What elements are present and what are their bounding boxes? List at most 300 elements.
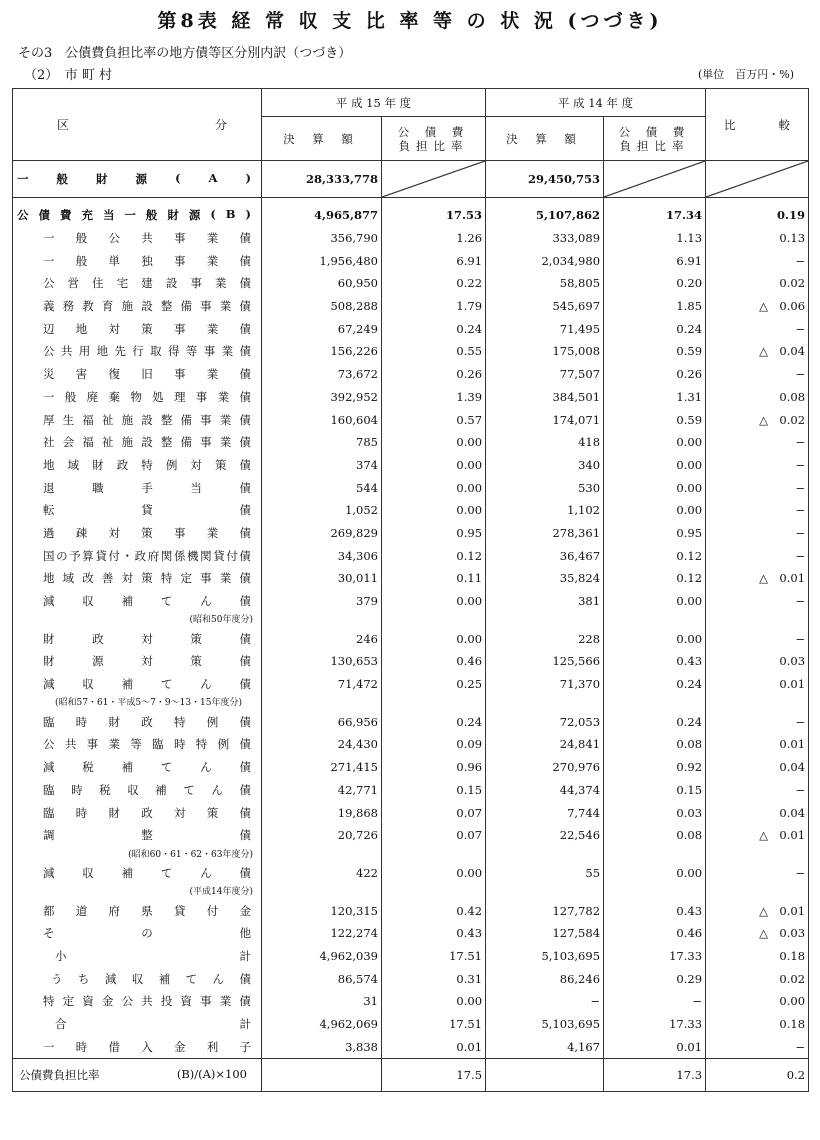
row-value-a: 120,315 — [262, 899, 382, 922]
row-value-a: 422 — [262, 862, 382, 885]
row-value-c: 278,361 — [486, 522, 604, 545]
row-value-a: 67,249 — [262, 317, 382, 340]
row-value-e: − — [706, 590, 809, 613]
row-value-b: 17.51 — [382, 1013, 486, 1036]
row-value-a: 42,771 — [262, 779, 382, 802]
row-value-b: 1.26 — [382, 227, 486, 250]
table-row — [13, 779, 809, 802]
row-value-d: 0.03 — [604, 801, 706, 824]
footer-label: 公債費負担比率 — [19, 1068, 100, 1083]
row-label-cell — [13, 779, 262, 802]
row-value-d: 0.92 — [604, 756, 706, 779]
table-row — [13, 340, 809, 363]
row-value-b: 0.00 — [382, 476, 486, 499]
row-value-b: 0.00 — [382, 990, 486, 1013]
row-value-b: 0.31 — [382, 967, 486, 990]
row-value-e: − — [706, 249, 809, 272]
row-value-d: 0.01 — [604, 1035, 706, 1058]
table-row — [13, 899, 809, 922]
row-value-a: 379 — [262, 590, 382, 613]
row-label: 転 貸 債 — [43, 503, 251, 518]
row-value-e: △ 0.01 — [706, 567, 809, 590]
row-value-c: 127,782 — [486, 899, 604, 922]
row-value-c: 71,370 — [486, 673, 604, 696]
row-label-cell — [13, 408, 262, 431]
row-value-c: 125,566 — [486, 650, 604, 673]
subsection-title: （2） 市 町 村 — [24, 68, 113, 83]
row-value-e: − — [706, 522, 809, 545]
row-value-a: 508,288 — [262, 295, 382, 318]
row-label: 臨 時 財 政 特 例 債 — [43, 714, 251, 729]
row-label-cell — [13, 673, 262, 696]
row-value-c: 270,976 — [486, 756, 604, 779]
table-row — [13, 1035, 809, 1058]
row-value-e: 0.01 — [706, 733, 809, 756]
row-label-cell — [13, 1013, 262, 1036]
row-label: 一 般 廃 棄 物 処 理 事 業 債 — [43, 389, 251, 404]
row-value-a: 160,604 — [262, 408, 382, 431]
row-value-d: 0.24 — [604, 317, 706, 340]
table-row — [13, 386, 809, 409]
row-label: 臨 時 財 政 対 策 債 — [43, 805, 251, 820]
row-value-e: 0.00 — [706, 990, 809, 1013]
row-value-e: 0.19 — [706, 204, 809, 227]
row-value-b: 0.07 — [382, 801, 486, 824]
row-value-c: 530 — [486, 476, 604, 499]
general-revenue-14: 29,450,753 — [486, 161, 604, 198]
row-value-b: 0.01 — [382, 1035, 486, 1058]
row-label-cell — [13, 756, 262, 779]
row-value-e: − — [706, 499, 809, 522]
footer-formula: (B)/(A)×100 — [176, 1067, 247, 1082]
row-value-c: 7,744 — [486, 801, 604, 824]
row-value-a: 4,962,039 — [262, 945, 382, 968]
row-note: (昭和50年度分) — [13, 612, 262, 627]
row-label-cell — [13, 227, 262, 250]
row-value-a: 156,226 — [262, 340, 382, 363]
row-label-cell — [13, 272, 262, 295]
row-value-a: 24,430 — [262, 733, 382, 756]
table-row — [13, 249, 809, 272]
row-label-cell — [13, 1035, 262, 1058]
row-label: 公 債 費 充 当 一 般 財 源 ( B ) — [17, 207, 251, 223]
empty-cell — [706, 884, 809, 899]
row-value-d: 0.08 — [604, 824, 706, 847]
table-row — [13, 567, 809, 590]
row-value-e: 0.13 — [706, 227, 809, 250]
note-row — [13, 612, 809, 627]
empty-cell — [706, 847, 809, 862]
header-hikaku-1: 比 — [724, 117, 736, 132]
row-value-c: 418 — [486, 431, 604, 454]
empty-cell — [486, 884, 604, 899]
row-value-d: 0.29 — [604, 967, 706, 990]
row-value-a: 20,726 — [262, 824, 382, 847]
row-note: (昭和57・61・平成5～7・9～13・15年度分) — [13, 695, 262, 710]
row-value-c: 4,167 — [486, 1035, 604, 1058]
empty-cell — [262, 612, 382, 627]
general-revenue-label — [13, 161, 262, 198]
row-value-d: − — [604, 990, 706, 1013]
row-label-cell — [13, 363, 262, 386]
row-value-d: 0.59 — [604, 408, 706, 431]
row-value-a: 34,306 — [262, 544, 382, 567]
row-value-c: 384,501 — [486, 386, 604, 409]
row-value-d: 0.00 — [604, 862, 706, 885]
row-value-b: 0.15 — [382, 779, 486, 802]
row-label: 退 職 手 当 債 — [43, 480, 251, 495]
row-label-cell — [13, 544, 262, 567]
row-note: (昭和60・61・62・63年度分) — [13, 847, 262, 862]
table-row — [13, 408, 809, 431]
row-value-c: 1,102 — [486, 499, 604, 522]
diagonal-cell — [382, 161, 486, 198]
row-label: 財 政 対 策 債 — [43, 631, 251, 646]
row-value-e: − — [706, 454, 809, 477]
row-value-c: − — [486, 990, 604, 1013]
row-value-e: − — [706, 476, 809, 499]
row-value-b: 0.09 — [382, 733, 486, 756]
row-value-c: 22,546 — [486, 824, 604, 847]
empty-cell — [262, 847, 382, 862]
row-value-c: 127,584 — [486, 922, 604, 945]
empty-cell — [486, 847, 604, 862]
row-value-c: 58,805 — [486, 272, 604, 295]
row-label-cell — [13, 945, 262, 968]
row-label: 調 整 債 — [43, 828, 251, 843]
table-row — [13, 272, 809, 295]
row-label: 合 計 — [55, 1017, 251, 1032]
row-value-b: 0.46 — [382, 650, 486, 673]
table-row — [13, 801, 809, 824]
row-value-a: 31 — [262, 990, 382, 1013]
row-value-e: △ 0.02 — [706, 408, 809, 431]
row-value-d: 0.20 — [604, 272, 706, 295]
row-note: (平成14年度分) — [13, 884, 262, 899]
row-value-d: 0.00 — [604, 627, 706, 650]
row-value-b: 0.26 — [382, 363, 486, 386]
table-row — [13, 733, 809, 756]
empty-cell — [706, 695, 809, 710]
header-ratio-15-top: 公 債 費 — [397, 124, 470, 139]
row-value-b: 0.11 — [382, 567, 486, 590]
row-value-b: 0.00 — [382, 627, 486, 650]
row-value-b: 1.39 — [382, 386, 486, 409]
table-row — [13, 862, 809, 885]
row-value-e: 0.01 — [706, 673, 809, 696]
footer-ratio-14: 17.3 — [604, 1059, 706, 1092]
row-label: 都 道 府 県 貸 付 金 — [43, 903, 251, 918]
empty-cell — [604, 847, 706, 862]
row-value-d: 0.46 — [604, 922, 706, 945]
header-kessan-15-label: 決 算 額 — [283, 131, 360, 146]
row-label-cell — [13, 204, 262, 227]
row-label-cell — [13, 801, 262, 824]
row-label-cell — [13, 386, 262, 409]
row-value-b: 0.55 — [382, 340, 486, 363]
header-kessan-14-label: 決 算 額 — [506, 131, 583, 146]
row-value-d: 0.12 — [604, 544, 706, 567]
row-label: 過 疎 対 策 事 業 債 — [43, 525, 251, 540]
row-value-d: 0.00 — [604, 590, 706, 613]
row-value-e: 0.02 — [706, 967, 809, 990]
row-value-e: △ 0.06 — [706, 295, 809, 318]
row-value-b: 0.00 — [382, 454, 486, 477]
row-label-cell — [13, 733, 262, 756]
table-row — [13, 1013, 809, 1036]
row-label: 公 共 用 地 先 行 取 得 等 事 業 債 — [43, 344, 251, 359]
general-revenue-15: 28,333,778 — [262, 161, 382, 198]
row-value-b: 0.43 — [382, 922, 486, 945]
header-comparison — [706, 89, 809, 161]
row-label: 一 般 公 共 事 業 債 — [43, 231, 251, 246]
row-value-b: 0.96 — [382, 756, 486, 779]
general-revenue-text: 一 般 財 源 ( A ) — [17, 171, 251, 186]
row-value-e: − — [706, 317, 809, 340]
row-label-cell — [13, 454, 262, 477]
row-value-b: 0.00 — [382, 499, 486, 522]
header-ku: 区 — [57, 118, 70, 132]
row-value-b: 1.79 — [382, 295, 486, 318]
row-value-b: 0.24 — [382, 710, 486, 733]
ratio-table — [12, 88, 809, 1092]
row-label-cell — [13, 295, 262, 318]
row-value-e: 0.18 — [706, 1013, 809, 1036]
row-label: 社 会 福 祉 施 設 整 備 事 業 債 — [43, 435, 251, 450]
row-value-a: 544 — [262, 476, 382, 499]
table-row — [13, 673, 809, 696]
row-value-b: 0.12 — [382, 544, 486, 567]
row-label: 特 定 資 金 公 共 投 資 事 業 債 — [43, 994, 251, 1009]
row-value-c: 175,008 — [486, 340, 604, 363]
row-label: 地 域 財 政 特 例 対 策 債 — [43, 457, 251, 472]
footer-row — [13, 1059, 809, 1092]
row-value-e: 0.18 — [706, 945, 809, 968]
row-value-d: 1.13 — [604, 227, 706, 250]
row-label-cell — [13, 650, 262, 673]
table-row — [13, 990, 809, 1013]
row-value-c: 44,374 — [486, 779, 604, 802]
row-label: 減 収 補 て ん 債 — [43, 594, 251, 609]
header-year-14: 平 成 14 年 度 — [486, 89, 706, 117]
empty-cell — [604, 695, 706, 710]
row-value-c: 71,495 — [486, 317, 604, 340]
row-value-e: 0.03 — [706, 650, 809, 673]
row-value-c: 381 — [486, 590, 604, 613]
empty-cell — [382, 612, 486, 627]
row-value-e: 0.02 — [706, 272, 809, 295]
empty-cell — [486, 612, 604, 627]
row-value-a: 71,472 — [262, 673, 382, 696]
table-row — [13, 824, 809, 847]
row-value-a: 271,415 — [262, 756, 382, 779]
footer-label-cell — [13, 1059, 262, 1092]
row-value-e: − — [706, 627, 809, 650]
header-ratio-14-top: 公 債 費 — [618, 124, 691, 139]
row-value-b: 0.24 — [382, 317, 486, 340]
row-label-cell — [13, 824, 262, 847]
row-value-c: 36,467 — [486, 544, 604, 567]
row-value-b: 0.42 — [382, 899, 486, 922]
row-value-c: 86,246 — [486, 967, 604, 990]
row-value-b: 0.22 — [382, 272, 486, 295]
row-value-e: △ 0.01 — [706, 824, 809, 847]
row-value-a: 246 — [262, 627, 382, 650]
row-value-c: 72,053 — [486, 710, 604, 733]
row-value-d: 1.85 — [604, 295, 706, 318]
table-row — [13, 710, 809, 733]
row-value-a: 785 — [262, 431, 382, 454]
row-label-cell — [13, 627, 262, 650]
row-label-cell — [13, 567, 262, 590]
table-row — [13, 544, 809, 567]
row-value-e: − — [706, 431, 809, 454]
row-label-cell — [13, 499, 262, 522]
header-ratio-14 — [604, 117, 706, 161]
section-title: その3 公債費負担比率の地方債等区分別内訳（つづき） — [18, 46, 352, 61]
empty-cell — [706, 612, 809, 627]
table-row — [13, 945, 809, 968]
empty-cell — [604, 884, 706, 899]
row-value-d: 0.12 — [604, 567, 706, 590]
row-label: 一 時 借 入 金 利 子 — [43, 1039, 251, 1054]
row-label-cell — [13, 590, 262, 613]
row-label: 国 の 予 算 貸 付 ・ 政 府 関 係 機 関 貸 付 債 — [43, 548, 251, 563]
table-row — [13, 295, 809, 318]
row-value-c: 35,824 — [486, 567, 604, 590]
row-label: 減 収 補 て ん 債 — [43, 677, 251, 692]
row-value-a: 86,574 — [262, 967, 382, 990]
row-value-a: 66,956 — [262, 710, 382, 733]
row-value-a: 60,950 — [262, 272, 382, 295]
row-value-d: 0.95 — [604, 522, 706, 545]
row-label: 公 共 事 業 等 臨 時 特 例 債 — [43, 737, 251, 752]
footer-empty — [486, 1059, 604, 1092]
row-label-cell — [13, 340, 262, 363]
row-label: う ち 減 収 補 て ん 債 — [51, 971, 251, 986]
row-label: 厚 生 福 祉 施 設 整 備 事 業 債 — [43, 412, 251, 427]
row-label: 減 収 補 て ん 債 — [43, 865, 251, 880]
row-value-c: 77,507 — [486, 363, 604, 386]
row-label-cell — [13, 990, 262, 1013]
row-label-cell — [13, 249, 262, 272]
row-value-d: 17.33 — [604, 1013, 706, 1036]
row-value-b: 0.25 — [382, 673, 486, 696]
row-label-cell — [13, 522, 262, 545]
note-row — [13, 884, 809, 899]
diagonal-cell — [604, 161, 706, 198]
row-value-d: 0.15 — [604, 779, 706, 802]
row-value-b: 0.95 — [382, 522, 486, 545]
row-label-cell — [13, 899, 262, 922]
row-value-e: 0.04 — [706, 756, 809, 779]
header-kessan-15 — [262, 117, 382, 161]
row-label: 義 務 教 育 施 設 整 備 事 業 債 — [43, 299, 251, 314]
row-label: 公 営 住 宅 建 設 事 業 債 — [43, 276, 251, 291]
row-value-b: 0.00 — [382, 431, 486, 454]
unit-label: (単位 百万円・%) — [697, 68, 794, 81]
row-value-c: 174,071 — [486, 408, 604, 431]
table-row — [13, 227, 809, 250]
row-value-c: 5,103,695 — [486, 945, 604, 968]
row-value-d: 0.43 — [604, 899, 706, 922]
row-value-c: 333,089 — [486, 227, 604, 250]
header-ratio-15-bottom: 負担比率 — [398, 138, 469, 153]
row-value-e: − — [706, 1035, 809, 1058]
row-value-e: △ 0.03 — [706, 922, 809, 945]
header-category — [13, 89, 262, 161]
row-value-a: 1,956,480 — [262, 249, 382, 272]
table-row — [13, 317, 809, 340]
row-value-d: 0.26 — [604, 363, 706, 386]
row-label-cell — [13, 922, 262, 945]
row-value-b: 17.51 — [382, 945, 486, 968]
row-value-e: △ 0.04 — [706, 340, 809, 363]
row-label: 地 域 改 善 対 策 特 定 事 業 債 — [43, 571, 251, 586]
table-row — [13, 431, 809, 454]
table-row — [13, 967, 809, 990]
row-value-c: 24,841 — [486, 733, 604, 756]
row-value-c: 2,034,980 — [486, 249, 604, 272]
table-row — [13, 499, 809, 522]
row-value-a: 122,274 — [262, 922, 382, 945]
row-label-cell — [13, 862, 262, 885]
row-value-d: 0.59 — [604, 340, 706, 363]
row-value-b: 0.00 — [382, 862, 486, 885]
table-row — [13, 522, 809, 545]
row-value-e: − — [706, 779, 809, 802]
empty-cell — [382, 695, 486, 710]
table-row — [13, 204, 809, 227]
row-value-d: 0.00 — [604, 476, 706, 499]
row-label: そ の 他 — [43, 926, 251, 941]
row-value-d: 17.34 — [604, 204, 706, 227]
row-value-a: 30,011 — [262, 567, 382, 590]
row-value-a: 3,838 — [262, 1035, 382, 1058]
row-label: 財 源 対 策 債 — [43, 654, 251, 669]
empty-cell — [382, 847, 486, 862]
footer-ratio-15: 17.5 — [382, 1059, 486, 1092]
row-value-b: 0.07 — [382, 824, 486, 847]
footer-empty — [262, 1059, 382, 1092]
row-value-a: 356,790 — [262, 227, 382, 250]
header-year-15: 平 成 15 年 度 — [262, 89, 486, 117]
row-label: 小 計 — [55, 948, 251, 963]
empty-cell — [262, 884, 382, 899]
row-value-a: 269,829 — [262, 522, 382, 545]
row-value-e: △ 0.01 — [706, 899, 809, 922]
row-value-d: 0.24 — [604, 673, 706, 696]
row-label-cell — [13, 476, 262, 499]
row-value-a: 392,952 — [262, 386, 382, 409]
header-ratio-15 — [382, 117, 486, 161]
empty-cell — [262, 695, 382, 710]
row-value-d: 0.00 — [604, 454, 706, 477]
row-value-e: − — [706, 710, 809, 733]
row-value-c: 55 — [486, 862, 604, 885]
row-value-e: 0.04 — [706, 801, 809, 824]
header-kessan-14 — [486, 117, 604, 161]
row-value-b: 17.53 — [382, 204, 486, 227]
row-value-e: − — [706, 544, 809, 567]
footer-diff: 0.2 — [706, 1059, 809, 1092]
row-value-c: 5,107,862 — [486, 204, 604, 227]
empty-cell — [604, 612, 706, 627]
table-row — [13, 627, 809, 650]
diagonal-cell — [706, 161, 809, 198]
row-value-c: 5,103,695 — [486, 1013, 604, 1036]
row-label-cell — [13, 967, 262, 990]
